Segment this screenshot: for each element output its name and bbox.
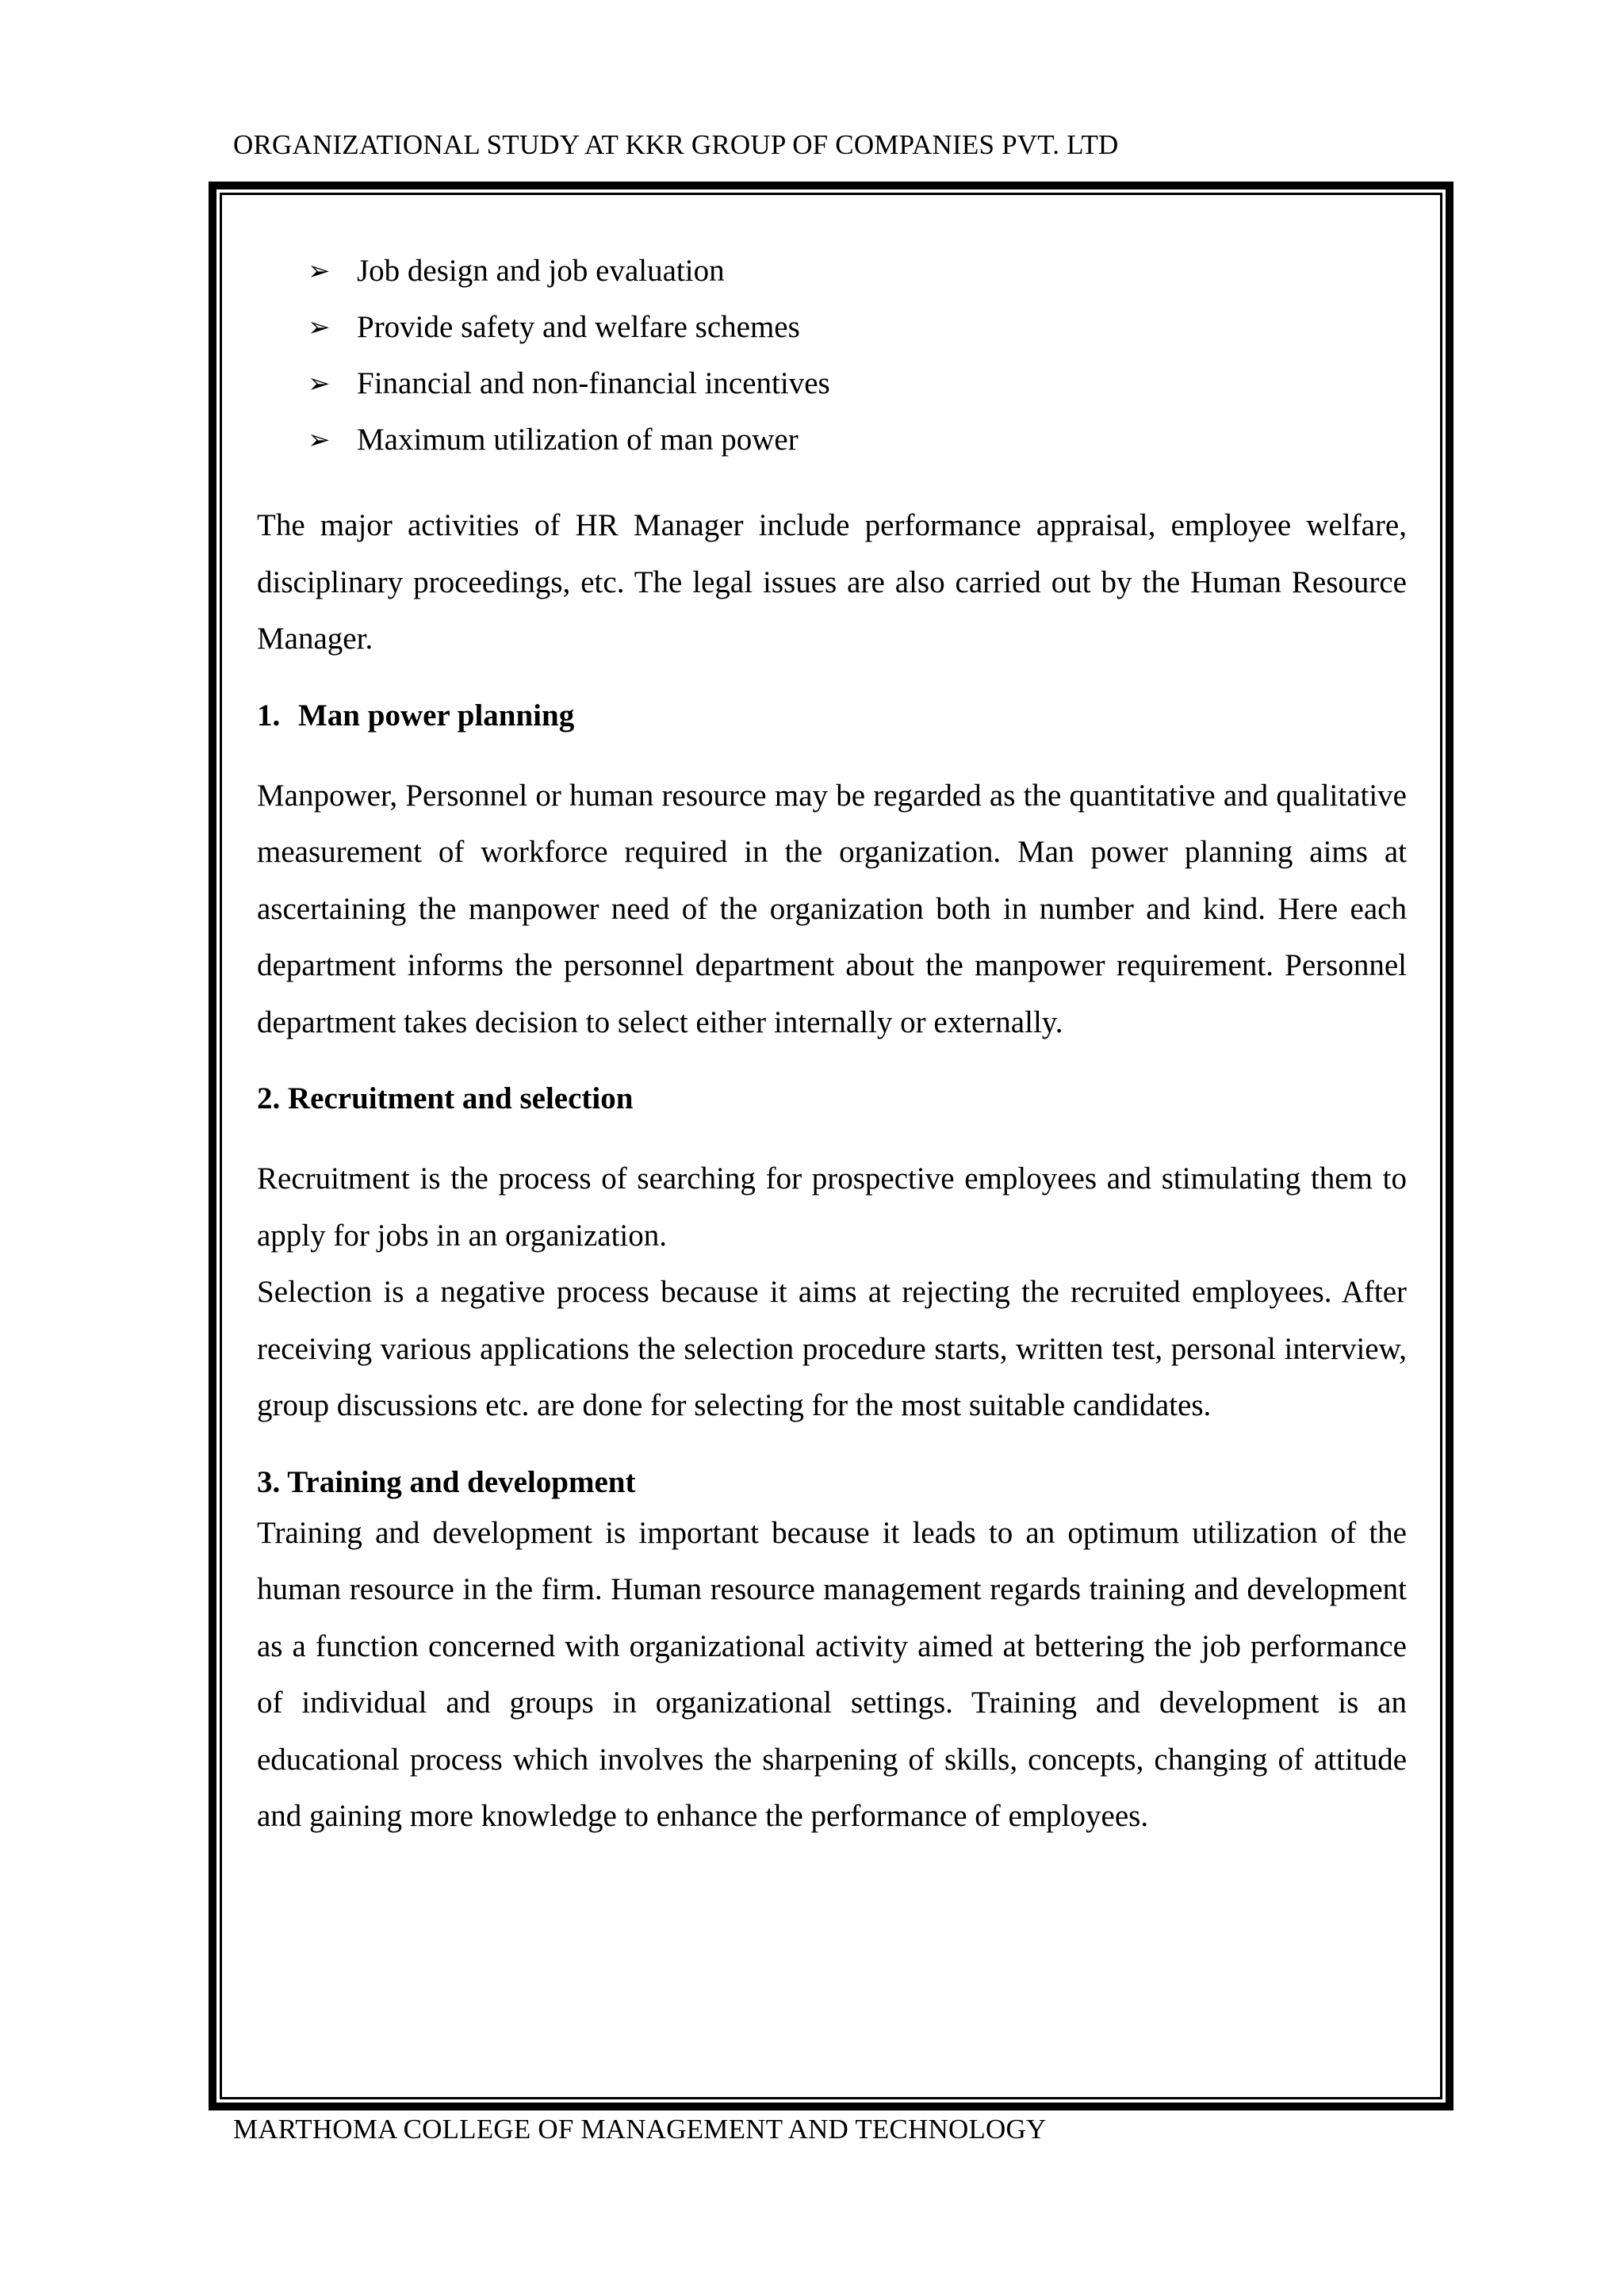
list-item-text: Job design and job evaluation bbox=[357, 254, 725, 288]
section-title: Training and development bbox=[287, 1464, 636, 1499]
bullet-list bbox=[257, 249, 1407, 474]
list-item-text: Maximum utilization of man power bbox=[357, 423, 799, 457]
list-item-text: Financial and non-financial incentives bbox=[357, 366, 830, 400]
arrowhead-bullet-icon: ➢ bbox=[308, 255, 331, 287]
arrowhead-bullet-icon: ➢ bbox=[308, 368, 331, 400]
section-title: Man power planning bbox=[298, 698, 575, 733]
paragraph-selection: Selection is a negative process because it aims at rejecting the recruited employees. After receiving various applications the selection procedure starts, written test, personal interview, group discussions etc. are done for selecting for the most suitable candidates. bbox=[257, 1275, 1407, 1422]
paragraph-man-power-planning: Manpower, Personnel or human resource may be regarded as the quantitative and qualitative measurement of workforce required in the organization. Man power planning aims at ascertaining the manpower need of the organization both in number and kind. Here each department informs the personnel department about the manpower requirement. Personnel department takes decision to select either internally or externally. bbox=[257, 778, 1407, 1039]
list-item bbox=[257, 418, 1407, 474]
arrowhead-bullet-icon: ➢ bbox=[308, 312, 331, 343]
arrowhead-bullet-icon: ➢ bbox=[308, 424, 331, 456]
paragraph-training-and-development: Training and development is important because it leads to an optimum utilization of the human resource in the firm. Human resource management regards training and development as a function concerned with organizational activity aimed at bettering the job performance of individual and groups in organizational settings. Training and development is an educational process which involves the sharpening of skills, concepts, changing of attitude and gaining more knowledge to enhance the performance of employees. bbox=[257, 1515, 1407, 1833]
list-item bbox=[257, 305, 1407, 362]
section-heading-man-power-planning bbox=[257, 694, 1407, 738]
list-item-text: Provide safety and welfare schemes bbox=[357, 310, 800, 344]
section-number: 2. bbox=[257, 1081, 281, 1115]
section-number: 1. bbox=[257, 698, 281, 733]
section-heading-recruitment-and-selection bbox=[257, 1077, 1407, 1121]
paragraph-recruitment: Recruitment is the process of searching for prospective employees and stimulating them to apply for jobs in an organization. bbox=[257, 1161, 1407, 1253]
list-item bbox=[257, 249, 1407, 305]
section-number: 3. bbox=[257, 1464, 281, 1499]
running-footer: MARTHOMA COLLEGE OF MANAGEMENT AND TECHNOLOGY bbox=[233, 2114, 1047, 2145]
running-header: ORGANIZATIONAL STUDY AT KKR GROUP OF COMPANIES PVT. LTD bbox=[233, 129, 1119, 160]
list-item bbox=[257, 362, 1407, 418]
section-title: Recruitment and selection bbox=[288, 1081, 634, 1115]
section-heading-training-and-development bbox=[257, 1460, 1407, 1505]
page-content bbox=[257, 249, 1407, 1845]
intro-paragraph: The major activities of HR Manager include performance appraisal, employee welfare, disciplinary proceedings, etc. The legal issues are also carried out by the Human Resource Manager. bbox=[257, 508, 1407, 656]
